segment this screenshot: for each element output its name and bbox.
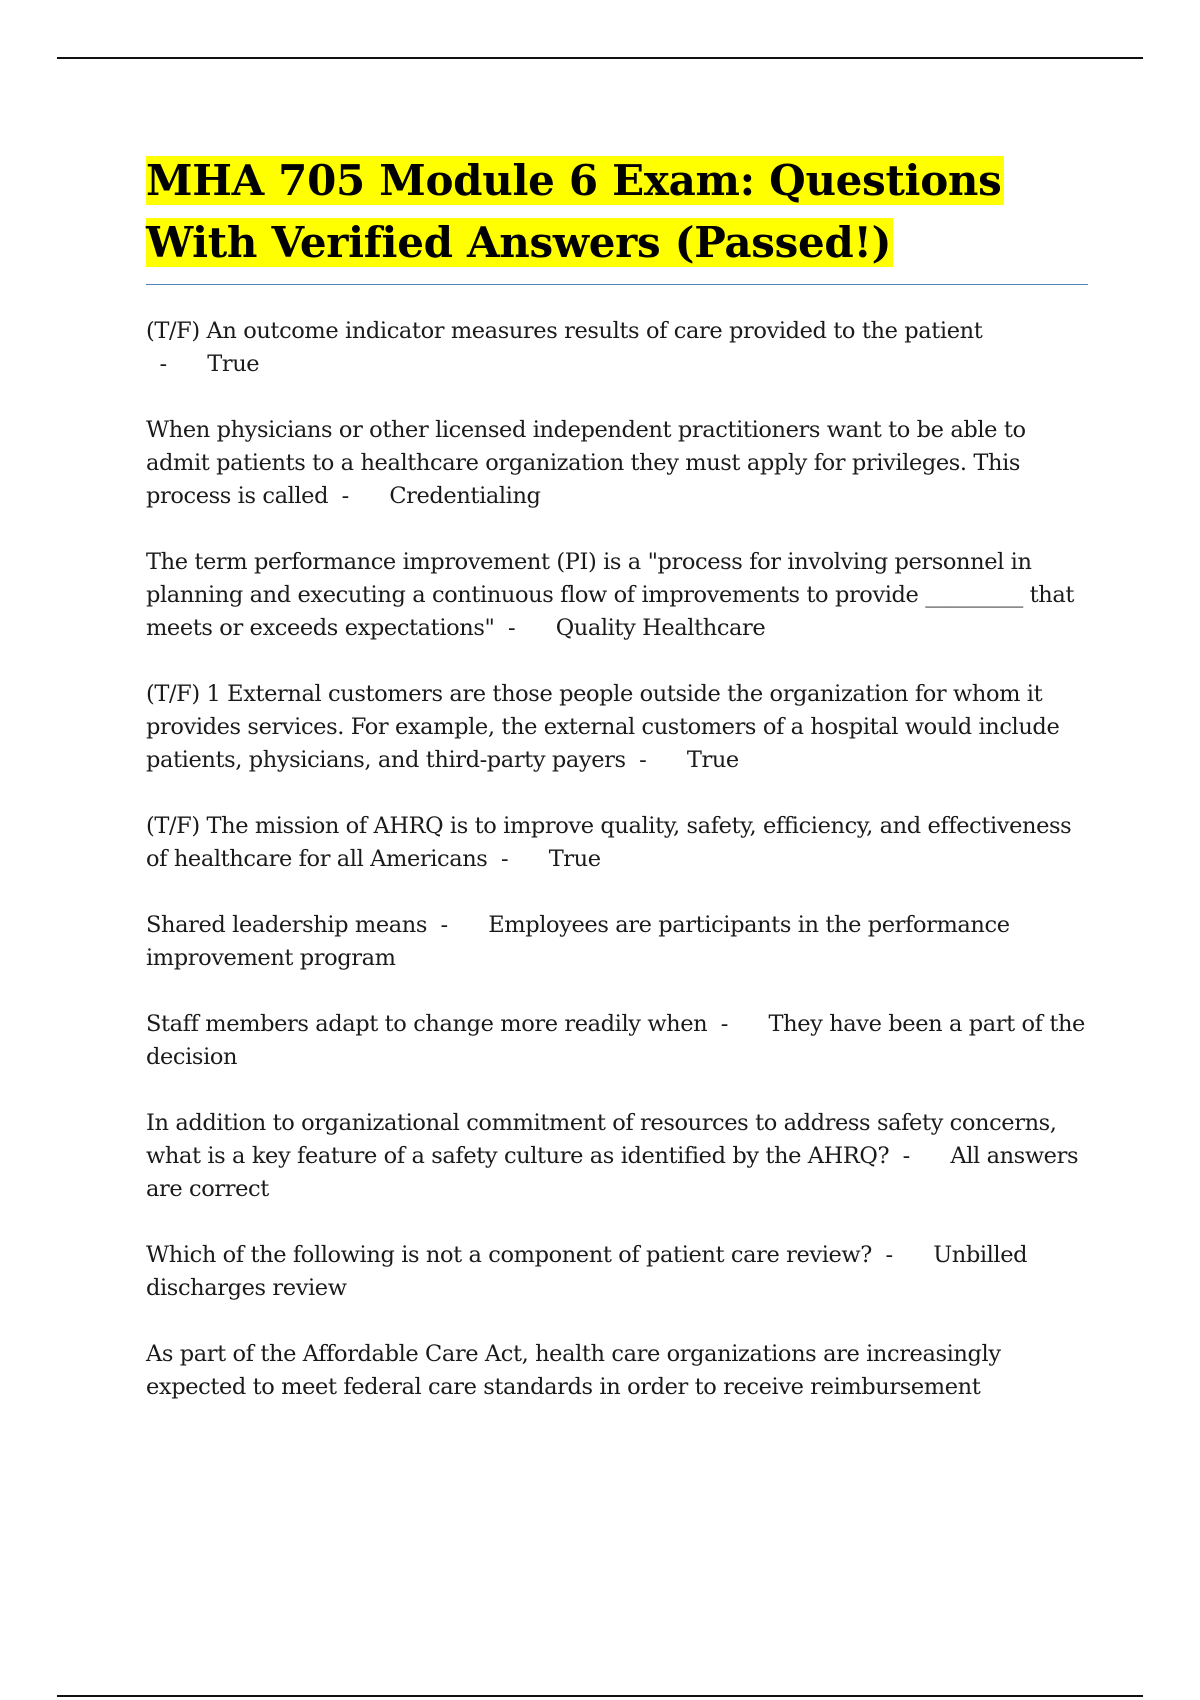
document-title [146,150,1091,274]
question-text: Which of the following is not a component of patient care review? [146,1242,872,1268]
question-text: (T/F) 1 External customers are those people outside the organization for whom it provides services. For example, the external customers of a hospital would include patients, physicians, and third-party payers [146,681,1060,773]
header-rule [57,57,1143,59]
answer-text: Quality Healthcare [555,615,766,641]
separator: - [494,615,556,641]
qa-item [146,546,1091,645]
question-text: Staff members adapt to change more readily when [146,1011,708,1037]
qa-item [146,1107,1091,1206]
answer-text: True [207,351,260,377]
question-text: In addition to organizational commitment of resources to address safety concerns, what is a key feature of a safety culture as identified by the AHRQ? [146,1110,1057,1169]
question-text: When physicians or other licensed independent practitioners want to be able to admit patients to a healthcare organization they must apply for privileges. This process is called [146,417,1026,509]
separator: - [427,912,489,938]
document-title-text: MHA 705 Module 6 Exam: Questions With Verified Answers (Passed!) [146,156,1002,267]
qa-item [146,414,1091,513]
separator: - [146,351,208,377]
qa-item [146,810,1091,876]
separator: - [871,1242,934,1268]
qa-item [146,315,1091,381]
separator: - [328,483,390,509]
question-text: The term performance improvement (PI) is a "process for involving personnel in planning and executing a continuous flow of improvements to provide _________ that meets or exceeds expectations" [146,549,1075,641]
qa-list [146,315,1091,1404]
qa-item [146,1338,1091,1404]
footer-rule [57,1695,1143,1697]
answer-text: True [548,846,601,872]
qa-item [146,678,1091,777]
answer-text: Unbilled discharges review [146,1242,1028,1301]
answer-text: Credentialing [389,483,541,509]
answer-text: They have been a part of the decision [146,1011,1085,1070]
separator: - [707,1011,769,1037]
title-underline [146,284,1088,285]
qa-item [146,1008,1091,1074]
question-text: As part of the Affordable Care Act, health care organizations are increasingly expected to meet federal care standards in order to receive reimbursement [146,1341,1001,1400]
separator: - [625,747,687,773]
answer-text: All answers are correct [146,1143,1079,1202]
question-text: (T/F) An outcome indicator measures results of care provided to the patient [146,318,983,344]
answer-text: Employees are participants in the performance improvement program [146,912,1010,971]
answer-text: True [686,747,739,773]
document-body [146,150,1091,1437]
separator: - [889,1143,951,1169]
qa-item [146,909,1091,975]
question-text: (T/F) The mission of AHRQ is to improve quality, safety, efficiency, and effectiveness of healthcare for all Americans [146,813,1072,872]
separator: - [487,846,549,872]
question-text: Shared leadership means [146,912,428,938]
qa-item [146,1239,1091,1305]
